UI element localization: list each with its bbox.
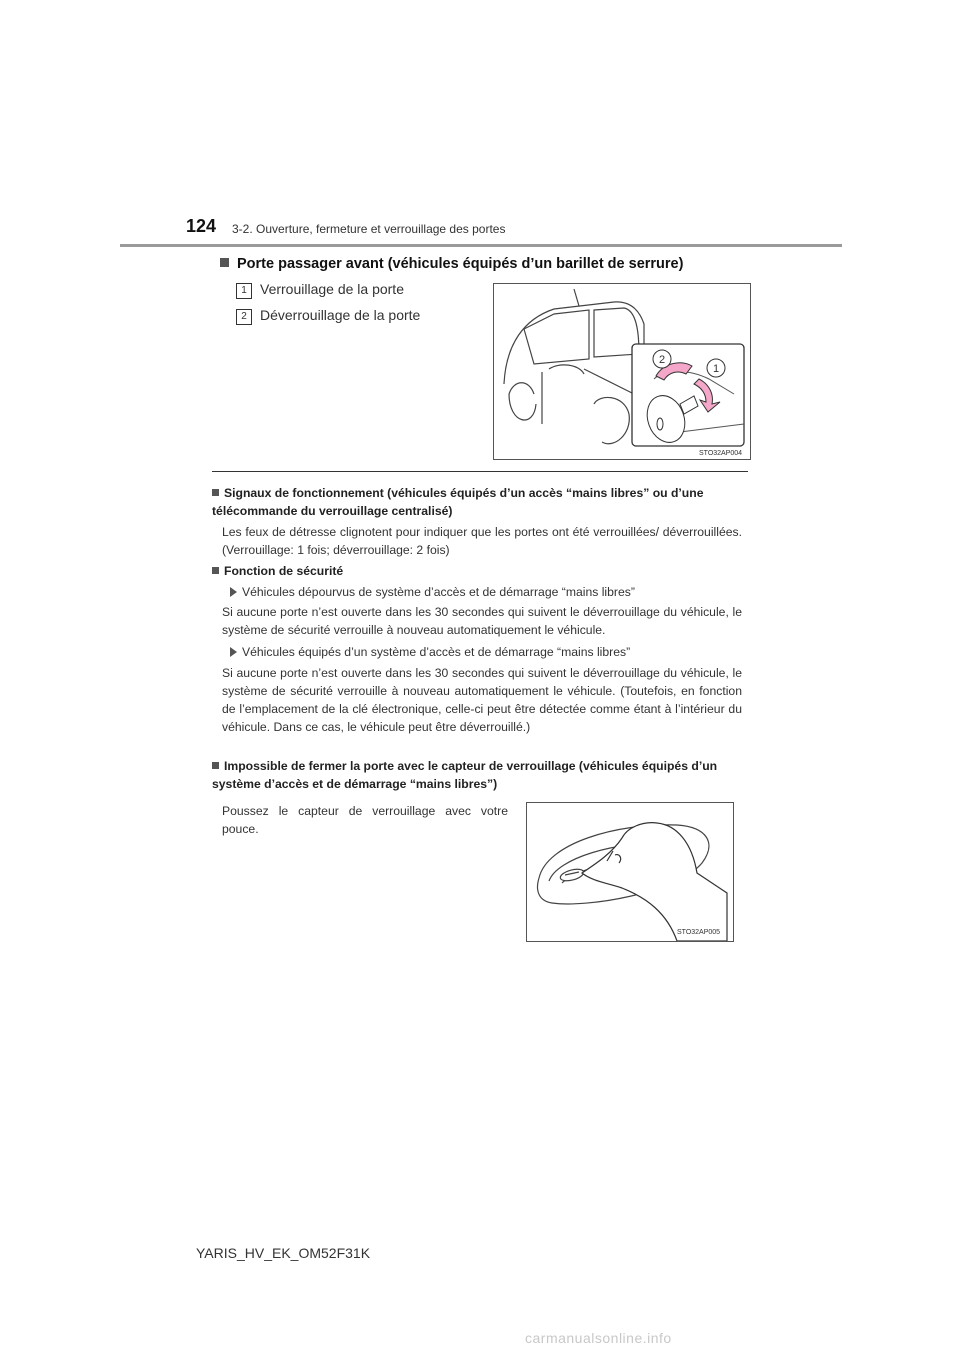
lock-sensor-heading xyxy=(212,757,748,793)
passenger-door-title: Porte passager avant (véhicules équipés d’un barillet de serrure) xyxy=(237,256,684,272)
watermark: carmanualsonline.info xyxy=(525,1330,672,1346)
door-handle-illustration xyxy=(527,803,733,941)
step-number-badge: 2 xyxy=(236,309,252,325)
security-case-1 xyxy=(230,585,635,599)
step-label: Verrouillage de la porte xyxy=(260,281,404,297)
page-number: 124 xyxy=(186,216,217,236)
square-bullet-icon xyxy=(212,567,219,574)
figure-door-lock xyxy=(493,283,751,460)
lock-sensor-title: Impossible de fermer la porte avec le capteur de verrouillage (véhicules équipés d’un système d’accès et de démarrage “mains libres”) xyxy=(212,759,718,791)
triangle-bullet-icon xyxy=(230,587,237,597)
callout-2: 2 xyxy=(658,354,666,366)
case-2-label: Véhicules équipés d’un système d’accès et de démarrage “mains libres” xyxy=(242,645,631,659)
step-lock xyxy=(236,281,404,299)
signals-text: Les feux de détresse clignotent pour indiquer que les portes ont été verrouillées/ déverrouillées. (Verrouillage: 1 fois; déverrouillage: 2 fois) xyxy=(222,525,742,557)
step-label: Déverrouillage de la porte xyxy=(260,307,421,323)
security-case-2-text: Si aucune porte n’est ouverte dans les 30 secondes qui suivent le déverrouillage du véhicule, le système de sécurité verrouille à nouveau automatiquement le véhicule. (Toutefois, en fonction de l’emplacement de la clé électronique, celle-ci peut être détectée comme étant à l’intérieur du véhicule. Dans ce cas, le véhicule peut être déverrouillé.) xyxy=(222,666,742,734)
square-bullet-icon xyxy=(220,258,229,267)
lock-sensor-text: Poussez le capteur de verrouillage avec votre pouce. xyxy=(222,804,508,836)
section-divider xyxy=(212,471,748,472)
case-1-label: Véhicules dépourvus de système d’accès et de démarrage “mains libres” xyxy=(242,585,635,599)
security-title: Fonction de sécurité xyxy=(224,564,344,578)
step-unlock xyxy=(236,307,420,325)
security-case-2 xyxy=(230,645,630,659)
security-case-1-text: Si aucune porte n’est ouverte dans les 30 secondes qui suivent le déverrouillage du véhicule, le système de sécurité verrouille à nouveau automatiquement le véhicule. xyxy=(222,605,742,637)
triangle-bullet-icon xyxy=(230,647,237,657)
square-bullet-icon xyxy=(212,762,219,769)
square-bullet-icon xyxy=(212,489,219,496)
security-heading xyxy=(212,562,748,580)
figure-lock-sensor xyxy=(526,802,734,942)
passenger-door-heading xyxy=(220,256,683,272)
step-number-badge: 1 xyxy=(236,283,252,299)
document-code: YARIS_HV_EK_OM52F31K xyxy=(196,1245,371,1261)
signals-heading xyxy=(212,484,748,520)
figure-code-1: STO32AP004 xyxy=(699,450,743,457)
signals-title: Signaux de fonctionnement (véhicules équipés d’un accès “mains libres” ou d’une télécommande du verrouillage centralisé) xyxy=(212,486,704,518)
callout-1: 1 xyxy=(712,363,720,375)
car-door-illustration xyxy=(494,284,750,459)
figure-code-2: STO32AP005 xyxy=(677,929,721,936)
header-rule xyxy=(120,244,842,247)
section-title: 3-2. Ouverture, fermeture et verrouillage des portes xyxy=(232,222,506,236)
